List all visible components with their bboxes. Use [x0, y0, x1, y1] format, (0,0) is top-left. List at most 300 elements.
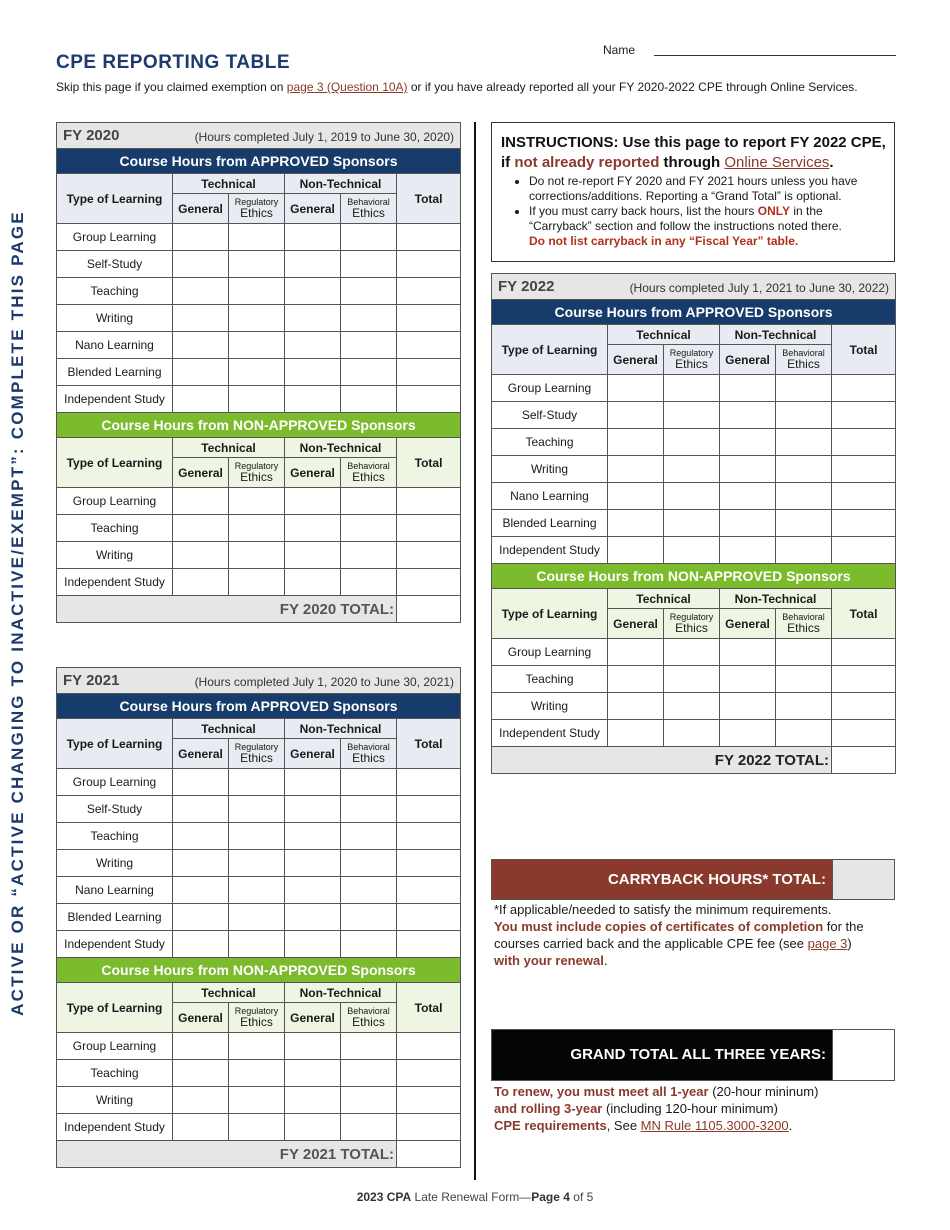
regulatory-label: Regulatory: [234, 197, 279, 207]
technical-general-input[interactable]: [173, 823, 229, 850]
vertical-side-note: ACTIVE OR “ACTIVE CHANGING TO INACTIVE/EXEMPT”: COMPLETE THIS PAGE: [8, 210, 27, 1016]
regulatory-ethics-input[interactable]: [229, 488, 285, 515]
regulatory-ethics-input[interactable]: [229, 796, 285, 823]
footer-page-number: Page 4: [531, 1190, 570, 1204]
regulatory-ethics-input[interactable]: [664, 402, 720, 429]
fiscal-year-range: (Hours completed July 1, 2020 to June 30, 2021): [194, 675, 455, 689]
learning-type-label: Blended Learning: [57, 359, 173, 386]
technical-general-input[interactable]: [608, 666, 664, 693]
behavioral-ethics-header: [341, 194, 397, 224]
regulatory-ethics-input[interactable]: [229, 1114, 285, 1141]
row-total-input[interactable]: [397, 251, 461, 278]
technical-general-input[interactable]: [173, 796, 229, 823]
non-approved-row: [57, 1087, 461, 1114]
non-technical-general-input[interactable]: [720, 537, 776, 564]
non-technical-general-input[interactable]: [285, 823, 341, 850]
approved-row: [57, 386, 461, 413]
behavioral-ethics-input[interactable]: [776, 456, 832, 483]
regulatory-ethics-input[interactable]: [229, 769, 285, 796]
regulatory-ethics-input[interactable]: [664, 483, 720, 510]
regulatory-ethics-input[interactable]: [229, 1033, 285, 1060]
approved-row: [492, 510, 896, 537]
row-total-input[interactable]: [397, 515, 461, 542]
fiscal-year-total-label: FY 2022 TOTAL:: [492, 747, 832, 774]
non-technical-general-input[interactable]: [720, 402, 776, 429]
non-technical-general-input[interactable]: [285, 1060, 341, 1087]
non-technical-general-input[interactable]: [285, 877, 341, 904]
learning-type-label: Teaching: [57, 515, 173, 542]
approved-row: [57, 823, 461, 850]
non-approved-section-header: [57, 413, 461, 438]
regulatory-label: Regulatory: [669, 348, 714, 358]
non-technical-general-input[interactable]: [285, 332, 341, 359]
fiscal-year-total-row: [57, 596, 461, 623]
row-total-input[interactable]: [397, 931, 461, 958]
instructions-bullet-2: [529, 204, 886, 249]
row-total-input[interactable]: [397, 1087, 461, 1114]
row-total-input[interactable]: [832, 375, 896, 402]
name-field[interactable]: [654, 55, 896, 56]
regulatory-ethics-header: [229, 1003, 285, 1033]
total-header: Total: [397, 983, 461, 1033]
behavioral-ethics-input[interactable]: [776, 375, 832, 402]
row-total-input[interactable]: [397, 850, 461, 877]
technical-general-input[interactable]: [173, 224, 229, 251]
row-total-input[interactable]: [832, 639, 896, 666]
row-total-input[interactable]: [832, 402, 896, 429]
instructions-bullet-1: • Do not re-report FY 2020 and FY 2021 hours unless you have corrections/additions. Reporting a “Grand Total” is optional.: [529, 174, 886, 204]
technical-general-input[interactable]: [608, 720, 664, 747]
regulatory-ethics-input[interactable]: [229, 542, 285, 569]
behavioral-ethics-input[interactable]: [341, 1114, 397, 1141]
online-services-link[interactable]: Online Services: [724, 154, 830, 171]
technical-general-input[interactable]: [608, 456, 664, 483]
technical-general-input[interactable]: [608, 693, 664, 720]
regulatory-ethics-input[interactable]: [229, 850, 285, 877]
behavioral-ethics-input[interactable]: [341, 769, 397, 796]
approved-row: [57, 877, 461, 904]
regulatory-ethics-input[interactable]: [229, 224, 285, 251]
learning-type-label: Nano Learning: [57, 877, 173, 904]
carryback-total-label: CARRYBACK HOURS* TOTAL:: [492, 860, 832, 899]
regulatory-ethics-input[interactable]: [664, 666, 720, 693]
non-technical-general-input[interactable]: [720, 483, 776, 510]
behavioral-ethics-input[interactable]: [341, 386, 397, 413]
regulatory-ethics-input[interactable]: [664, 537, 720, 564]
learning-type-label: Blended Learning: [57, 904, 173, 931]
learning-type-label: Writing: [57, 542, 173, 569]
non-technical-general-input[interactable]: [285, 278, 341, 305]
regulatory-ethics-input[interactable]: [664, 693, 720, 720]
fiscal-year-total-row: [57, 1141, 461, 1168]
instructions-heading: [501, 133, 886, 173]
type-of-learning-header: Type of Learning: [492, 325, 608, 375]
row-total-input[interactable]: [832, 537, 896, 564]
non-technical-general-input[interactable]: [285, 224, 341, 251]
approved-row: [57, 224, 461, 251]
grand-total-input[interactable]: [832, 1030, 894, 1080]
fiscal-year-total-input[interactable]: [397, 1141, 461, 1168]
column-header-row: [57, 983, 461, 1003]
behavioral-ethics-input[interactable]: [341, 1060, 397, 1087]
row-total-input[interactable]: [397, 332, 461, 359]
row-total-input[interactable]: [397, 796, 461, 823]
regulatory-ethics-input[interactable]: [664, 456, 720, 483]
fiscal-year-total-input[interactable]: [397, 596, 461, 623]
technical-general-input[interactable]: [173, 359, 229, 386]
row-total-input[interactable]: [397, 569, 461, 596]
non-technical-header: Non-Technical: [285, 983, 397, 1003]
page-title: CPE REPORTING TABLE: [56, 52, 290, 73]
behavioral-ethics-input[interactable]: [341, 904, 397, 931]
row-total-input[interactable]: [397, 542, 461, 569]
regulatory-ethics-input[interactable]: [229, 251, 285, 278]
regulatory-ethics-input[interactable]: [664, 510, 720, 537]
non-technical-general-input[interactable]: [285, 386, 341, 413]
non-technical-general-input[interactable]: [720, 510, 776, 537]
bullet2-post: in the “Carryback” section and follow the instructions noted there.: [529, 204, 842, 233]
regulatory-ethics-input[interactable]: [229, 931, 285, 958]
behavioral-ethics-input[interactable]: [341, 877, 397, 904]
row-total-input[interactable]: [832, 693, 896, 720]
non-technical-general-input[interactable]: [285, 569, 341, 596]
behavioral-ethics-input[interactable]: [341, 823, 397, 850]
behavioral-ethics-input[interactable]: [776, 429, 832, 456]
row-total-input[interactable]: [832, 429, 896, 456]
ethics-label: Ethics: [675, 357, 708, 371]
type-of-learning-header: Type of Learning: [57, 438, 173, 488]
row-total-input[interactable]: [397, 278, 461, 305]
technical-general-input[interactable]: [173, 1033, 229, 1060]
non-technical-general-input[interactable]: [720, 720, 776, 747]
behavioral-ethics-input[interactable]: [776, 402, 832, 429]
technical-general-input[interactable]: [173, 515, 229, 542]
behavioral-ethics-input[interactable]: [341, 251, 397, 278]
regulatory-ethics-input[interactable]: [664, 720, 720, 747]
regulatory-ethics-input[interactable]: [229, 1087, 285, 1114]
renew-2: (including 120-hour minimum): [602, 1101, 778, 1116]
non-technical-general-header: General: [285, 458, 341, 488]
carryback-note-3-bold: with your renewal: [494, 953, 604, 968]
approved-row: [492, 483, 896, 510]
non-approved-row: [57, 569, 461, 596]
behavioral-ethics-input[interactable]: [776, 666, 832, 693]
learning-type-label: Independent Study: [57, 1114, 173, 1141]
row-total-input[interactable]: [397, 877, 461, 904]
learning-type-label: Writing: [492, 456, 608, 483]
technical-general-input[interactable]: [173, 850, 229, 877]
regulatory-ethics-input[interactable]: [229, 359, 285, 386]
regulatory-ethics-input[interactable]: [229, 386, 285, 413]
row-total-input[interactable]: [397, 904, 461, 931]
non-technical-general-input[interactable]: [285, 1033, 341, 1060]
fiscal-year-total-row: [492, 747, 896, 774]
non-approved-row: [492, 693, 896, 720]
column-divider: [474, 122, 476, 1180]
non-technical-general-input[interactable]: [285, 904, 341, 931]
regulatory-ethics-input[interactable]: [229, 877, 285, 904]
regulatory-ethics-input[interactable]: [229, 1060, 285, 1087]
technical-general-input[interactable]: [608, 483, 664, 510]
technical-header: Technical: [608, 325, 720, 345]
renew-3-end: .: [788, 1118, 793, 1133]
ethics-label: Ethics: [787, 621, 820, 635]
fiscal-year-total-label: FY 2021 TOTAL:: [57, 1141, 397, 1168]
technical-general-input[interactable]: [608, 537, 664, 564]
behavioral-ethics-input[interactable]: [341, 515, 397, 542]
instructions-box: [491, 122, 895, 262]
technical-general-input[interactable]: [608, 639, 664, 666]
carryback-note-3: .: [603, 953, 608, 968]
row-total-input[interactable]: [397, 224, 461, 251]
instructions-list: [501, 174, 886, 249]
carryback-total-row: [491, 859, 895, 900]
technical-general-input[interactable]: [173, 569, 229, 596]
regulatory-ethics-input[interactable]: [229, 569, 285, 596]
technical-general-input[interactable]: [608, 375, 664, 402]
non-technical-general-input[interactable]: [285, 359, 341, 386]
behavioral-ethics-input[interactable]: [341, 796, 397, 823]
behavioral-ethics-input[interactable]: [341, 931, 397, 958]
non-technical-general-input[interactable]: [285, 1087, 341, 1114]
fiscal-year-total-input[interactable]: [832, 747, 896, 774]
technical-general-input[interactable]: [173, 1087, 229, 1114]
technical-general-input[interactable]: [173, 278, 229, 305]
fiscal-year-header: [57, 123, 461, 149]
regulatory-ethics-input[interactable]: [229, 305, 285, 332]
learning-type-label: Self-Study: [57, 251, 173, 278]
non-technical-general-input[interactable]: [720, 375, 776, 402]
technical-general-input[interactable]: [173, 542, 229, 569]
technical-general-input[interactable]: [173, 488, 229, 515]
not-reported-text: not already reported: [514, 154, 660, 171]
learning-type-label: Group Learning: [492, 639, 608, 666]
technical-header: Technical: [173, 438, 285, 458]
non-approved-row: [57, 515, 461, 542]
non-technical-general-input[interactable]: [285, 488, 341, 515]
technical-general-input[interactable]: [173, 904, 229, 931]
regulatory-ethics-input[interactable]: [664, 639, 720, 666]
approved-row: [492, 375, 896, 402]
non-approved-row: [492, 720, 896, 747]
total-header: Total: [397, 174, 461, 224]
row-total-input[interactable]: [397, 488, 461, 515]
behavioral-ethics-input[interactable]: [341, 1033, 397, 1060]
regulatory-label: Regulatory: [234, 742, 279, 752]
row-total-input[interactable]: [397, 305, 461, 332]
behavioral-ethics-input[interactable]: [341, 488, 397, 515]
behavioral-ethics-input[interactable]: [341, 278, 397, 305]
behavioral-ethics-input[interactable]: [341, 359, 397, 386]
approved-row: [57, 251, 461, 278]
fiscal-year-header: [57, 668, 461, 694]
total-header: Total: [397, 438, 461, 488]
technical-general-input[interactable]: [608, 510, 664, 537]
learning-type-label: Writing: [57, 305, 173, 332]
behavioral-ethics-input[interactable]: [341, 224, 397, 251]
behavioral-label: Behavioral: [347, 197, 390, 207]
row-total-input[interactable]: [397, 1060, 461, 1087]
learning-type-label: Nano Learning: [57, 332, 173, 359]
behavioral-ethics-input[interactable]: [776, 720, 832, 747]
non-technical-general-input[interactable]: [720, 429, 776, 456]
technical-header: Technical: [173, 174, 285, 194]
column-header-row: [492, 325, 896, 345]
regulatory-ethics-input[interactable]: [229, 823, 285, 850]
technical-general-input[interactable]: [173, 332, 229, 359]
carryback-note-2-close: ): [847, 936, 852, 951]
technical-general-input[interactable]: [608, 429, 664, 456]
non-technical-general-input[interactable]: [285, 251, 341, 278]
instructions-head2-pre: if: [501, 154, 515, 171]
grand-total-row: [491, 1029, 895, 1081]
renew-3-bold: CPE requirements: [494, 1118, 607, 1133]
page3-link[interactable]: page 3 (Question 10A): [286, 80, 408, 94]
behavioral-ethics-header: [776, 609, 832, 639]
behavioral-ethics-input[interactable]: [341, 305, 397, 332]
regulatory-ethics-input[interactable]: [664, 375, 720, 402]
behavioral-ethics-header: [341, 458, 397, 488]
regulatory-ethics-input[interactable]: [229, 515, 285, 542]
technical-general-input[interactable]: [173, 305, 229, 332]
approved-row: [492, 402, 896, 429]
technical-general-input[interactable]: [608, 402, 664, 429]
carryback-warning: Do not list carryback in any “Fiscal Year” table.: [529, 234, 799, 248]
technical-general-input[interactable]: [173, 931, 229, 958]
approved-row: [492, 429, 896, 456]
learning-type-label: Writing: [492, 693, 608, 720]
non-technical-general-input[interactable]: [285, 931, 341, 958]
non-technical-general-input[interactable]: [720, 666, 776, 693]
regulatory-ethics-input[interactable]: [229, 332, 285, 359]
learning-type-label: Teaching: [57, 823, 173, 850]
row-total-input[interactable]: [397, 386, 461, 413]
learning-type-label: Self-Study: [492, 402, 608, 429]
non-approved-section-title: Course Hours from NON-APPROVED Sponsors: [492, 564, 896, 589]
non-technical-general-input[interactable]: [285, 305, 341, 332]
row-total-input[interactable]: [832, 510, 896, 537]
behavioral-ethics-input[interactable]: [341, 850, 397, 877]
behavioral-ethics-input[interactable]: [776, 693, 832, 720]
learning-type-label: Writing: [57, 1087, 173, 1114]
ethics-label: Ethics: [352, 470, 385, 484]
non-technical-general-input[interactable]: [285, 850, 341, 877]
behavioral-ethics-input[interactable]: [776, 537, 832, 564]
learning-type-label: Independent Study: [57, 931, 173, 958]
behavioral-label: Behavioral: [347, 742, 390, 752]
row-total-input[interactable]: [397, 1033, 461, 1060]
fiscal-year-range: (Hours completed July 1, 2021 to June 30, 2022): [629, 281, 890, 295]
technical-general-input[interactable]: [173, 1060, 229, 1087]
technical-general-input[interactable]: [173, 386, 229, 413]
approved-section-header: [57, 149, 461, 174]
approved-row: [492, 537, 896, 564]
non-technical-general-input[interactable]: [285, 542, 341, 569]
regulatory-ethics-input[interactable]: [664, 429, 720, 456]
non-approved-row: [57, 1033, 461, 1060]
non-technical-general-input[interactable]: [720, 456, 776, 483]
regulatory-ethics-input[interactable]: [229, 278, 285, 305]
carryback-total-input[interactable]: [832, 860, 894, 899]
fy2022-table: [491, 273, 896, 774]
technical-general-input[interactable]: [173, 1114, 229, 1141]
non-approved-row: [57, 542, 461, 569]
ethics-label: Ethics: [240, 470, 273, 484]
behavioral-ethics-input[interactable]: [341, 332, 397, 359]
learning-type-label: Self-Study: [57, 796, 173, 823]
approved-section-title: Course Hours from APPROVED Sponsors: [57, 149, 461, 174]
fiscal-year-label: FY 2022: [498, 278, 555, 295]
behavioral-label: Behavioral: [347, 461, 390, 471]
approved-row: [57, 850, 461, 877]
non-technical-general-input[interactable]: [285, 515, 341, 542]
page3-link-2[interactable]: page 3: [807, 936, 848, 951]
behavioral-ethics-input[interactable]: [776, 483, 832, 510]
technical-general-input[interactable]: [173, 251, 229, 278]
row-total-input[interactable]: [832, 666, 896, 693]
non-technical-general-input[interactable]: [285, 769, 341, 796]
total-header: Total: [832, 589, 896, 639]
regulatory-ethics-input[interactable]: [229, 904, 285, 931]
non-technical-header: Non-Technical: [285, 438, 397, 458]
regulatory-label: Regulatory: [669, 612, 714, 622]
approved-section-header: [492, 300, 896, 325]
behavioral-ethics-input[interactable]: [341, 569, 397, 596]
behavioral-ethics-input[interactable]: [776, 639, 832, 666]
row-total-input[interactable]: [832, 483, 896, 510]
fy2021-table: [56, 667, 461, 1168]
learning-type-label: Teaching: [492, 429, 608, 456]
carryback-note-1: *If applicable/needed to satisfy the minimum requirements.: [494, 902, 832, 917]
non-approved-row: [57, 1114, 461, 1141]
behavioral-ethics-input[interactable]: [776, 510, 832, 537]
non-approved-section-title: Course Hours from NON-APPROVED Sponsors: [57, 958, 461, 983]
non-technical-general-input[interactable]: [720, 693, 776, 720]
non-technical-general-input[interactable]: [720, 639, 776, 666]
learning-type-label: Independent Study: [57, 569, 173, 596]
behavioral-ethics-input[interactable]: [341, 1087, 397, 1114]
technical-general-header: General: [608, 609, 664, 639]
row-total-input[interactable]: [832, 456, 896, 483]
behavioral-ethics-input[interactable]: [341, 542, 397, 569]
row-total-input[interactable]: [397, 359, 461, 386]
row-total-input[interactable]: [397, 1114, 461, 1141]
non-technical-general-input[interactable]: [285, 796, 341, 823]
row-total-input[interactable]: [397, 823, 461, 850]
renewal-requirements: [494, 1083, 894, 1134]
technical-header: Technical: [608, 589, 720, 609]
technical-header: Technical: [173, 983, 285, 1003]
skip-text-pre: Skip this page if you claimed exemption on: [56, 80, 287, 94]
behavioral-ethics-header: [341, 1003, 397, 1033]
learning-type-label: Blended Learning: [492, 510, 608, 537]
ethics-label: Ethics: [352, 1015, 385, 1029]
non-technical-general-header: General: [285, 739, 341, 769]
technical-general-input[interactable]: [173, 877, 229, 904]
column-header-row: [57, 719, 461, 739]
renew-2-bold: and rolling 3-year: [494, 1101, 603, 1116]
technical-general-input[interactable]: [173, 769, 229, 796]
approved-section-title: Course Hours from APPROVED Sponsors: [57, 694, 461, 719]
learning-type-label: Writing: [57, 850, 173, 877]
mn-rule-link[interactable]: MN Rule 1105.3000-3200: [640, 1118, 789, 1133]
learning-type-label: Independent Study: [57, 386, 173, 413]
row-total-input[interactable]: [832, 720, 896, 747]
learning-type-label: Teaching: [57, 278, 173, 305]
renew-3: , See: [606, 1118, 641, 1133]
non-technical-general-input[interactable]: [285, 1114, 341, 1141]
row-total-input[interactable]: [397, 769, 461, 796]
